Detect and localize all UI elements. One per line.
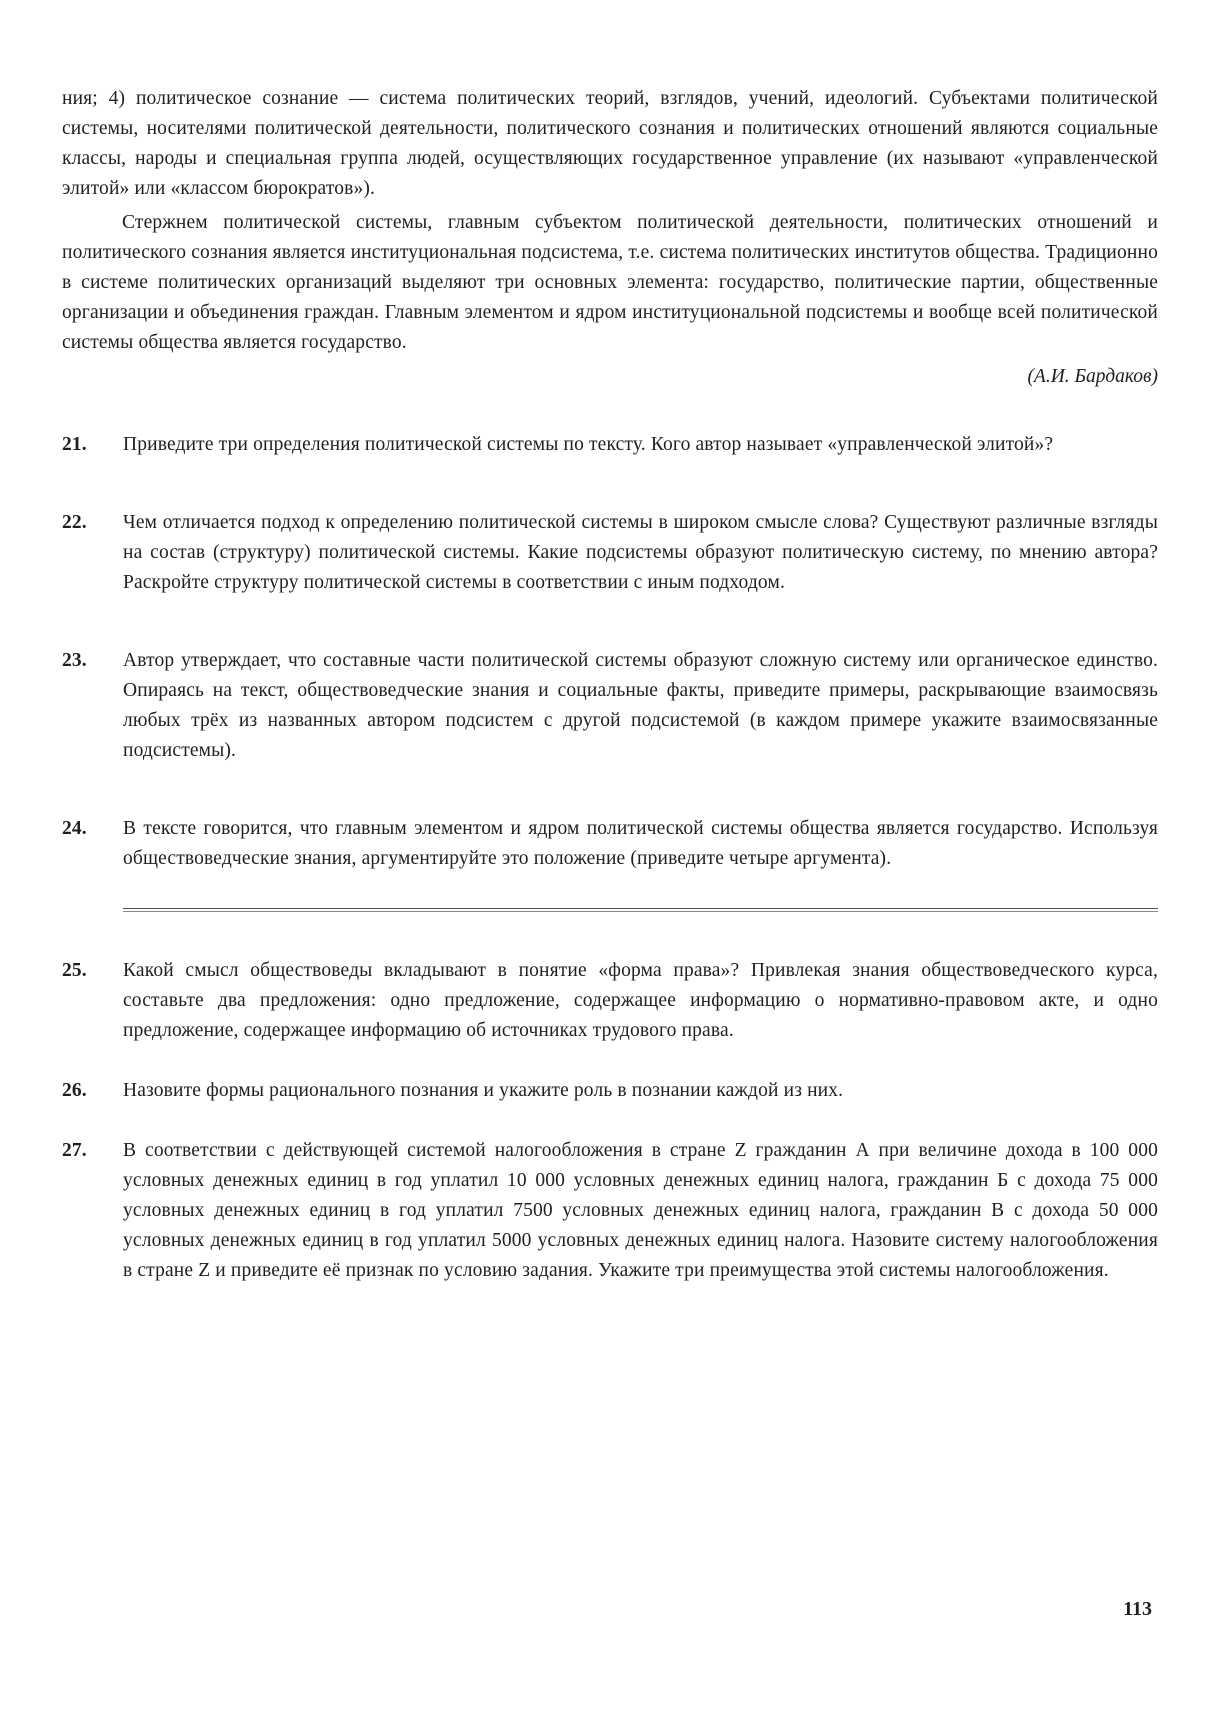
page-content <box>62 84 1158 1286</box>
question-number: 25. <box>62 960 87 981</box>
question-24 <box>62 814 1158 874</box>
question-text: Какой смысл обществоведы вкладывают в понятие «форма права»? Привлекая знания обществоведческого курса, составьте два предложения: одно предложение, содержащее информацию о нормативно-правовом акте, и одно предложение, содержащее информацию об источниках трудового права. <box>123 960 1158 1041</box>
question-22 <box>62 508 1158 598</box>
question-21 <box>62 430 1158 460</box>
question-text: Автор утверждает, что составные части политической системы образуют сложную систему или органическое единство. Опираясь на текст, обществоведческие знания и социальные факты, приведите примеры, раскрывающие взаимосвязь любых трёх из названных автором подсистем с другой подсистемой (в каждом примере укажите взаимосвязанные подсистемы). <box>123 650 1158 761</box>
question-number: 21. <box>62 434 87 455</box>
text-paragraph-2: Стержнем политической системы, главным субъектом политической деятельности, политических отношений и политического сознания является институциональная подсистема, т.е. система политических институтов общества. Традиционно в системе политических организаций выделяют три основных элемента: государство, политические партии, общественные организации и объединения граждан. Главным элементом и ядром институциональной подсистемы и вообще всей политической системы общества является государство. <box>62 212 1158 353</box>
question-number: 24. <box>62 818 87 839</box>
question-text: Назовите формы рационального познания и укажите роль в познании каждой из них. <box>123 1080 844 1101</box>
question-text: В соответствии с действующей системой налогообложения в стране Z гражданин А при величине дохода в 100 000 условных денежных единиц в год уплатил 10 000 условных денежных единиц налога, гражданин Б с дохода 75 000 условных денежных единиц в год уплатил 7500 условных денежных единиц налога, гражданин В с дохода 50 000 условных денежных единиц в год уплатил 5000 условных денежных единиц налога. Назовите систему налогообложения в стране Z и приведите её признак по условию задания. Укажите три преимущества этой системы налогообложения. <box>123 1140 1158 1281</box>
page-number: 113 <box>1123 1598 1152 1620</box>
question-25 <box>62 956 1158 1046</box>
question-number: 23. <box>62 650 87 671</box>
question-23 <box>62 646 1158 766</box>
question-number: 27. <box>62 1140 87 1161</box>
question-26 <box>62 1076 1158 1106</box>
question-27 <box>62 1136 1158 1286</box>
text-paragraph-1: ния; 4) политическое сознание — система политических теорий, взглядов, учений, идеологий. Субъектами политической системы, носителями политической деятельности, политического сознания и политических отношений являются социальные классы, народы и специальная группа людей, осуществляющих государственное управление (их называют «управленческой элитой» или «классом бюрократов»). <box>62 88 1158 199</box>
question-text: Чем отличается подход к определению политической системы в широком смысле слова? Существуют различные взгляды на состав (структуру) политической системы. Какие подсистемы образуют политическую систему, по мнению автора? Раскройте структуру политической системы в соответствии с иным подходом. <box>123 512 1158 593</box>
question-number: 22. <box>62 512 87 533</box>
question-number: 26. <box>62 1080 87 1101</box>
author-attribution: (А.И. Бардаков) <box>1027 366 1158 387</box>
question-text: Приведите три определения политической системы по тексту. Кого автор называет «управленческой элитой»? <box>123 434 1054 455</box>
question-text: В тексте говорится, что главным элементом и ядром политической системы общества является государство. Используя обществоведческие знания, аргументируйте это положение (приведите четыре аргумента). <box>123 818 1158 869</box>
section-divider <box>123 908 1158 912</box>
